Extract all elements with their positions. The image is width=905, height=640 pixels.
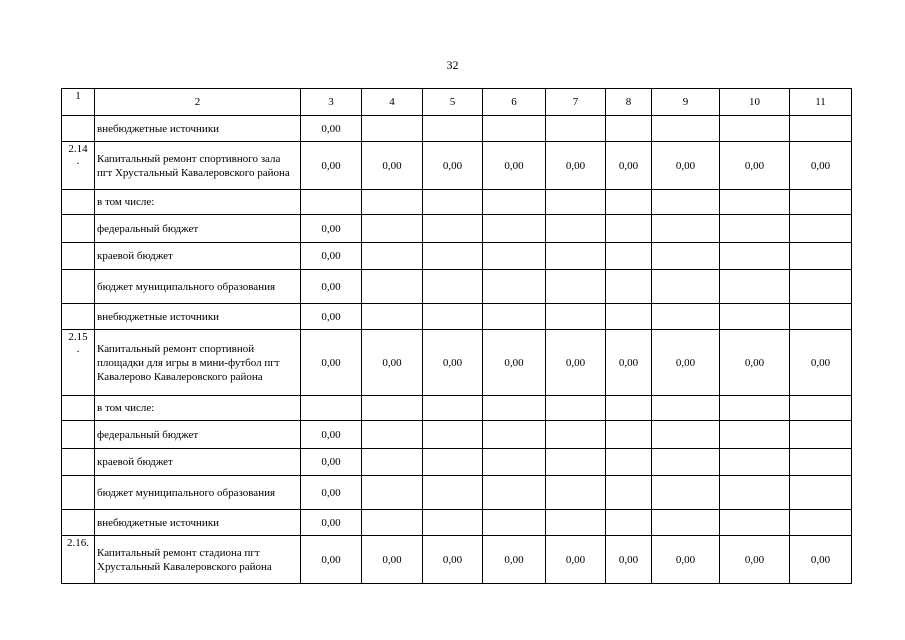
table-row xyxy=(62,116,852,142)
value-cell xyxy=(652,116,720,142)
value-cell: 0,00 xyxy=(301,142,362,190)
value-cell: 0,00 xyxy=(606,142,652,190)
value-cell xyxy=(423,304,483,330)
value-cell xyxy=(423,396,483,421)
value-cell: 0,00 xyxy=(720,536,790,584)
column-header: 2 xyxy=(95,89,301,116)
value-cell xyxy=(362,215,423,243)
value-cell xyxy=(606,190,652,215)
column-header: 6 xyxy=(483,89,546,116)
value-cell xyxy=(720,396,790,421)
row-number xyxy=(62,304,95,330)
value-cell xyxy=(362,270,423,304)
value-cell: 0,00 xyxy=(301,215,362,243)
value-cell xyxy=(790,190,852,215)
value-cell xyxy=(606,116,652,142)
value-cell xyxy=(652,304,720,330)
value-cell xyxy=(362,510,423,536)
value-cell xyxy=(790,243,852,270)
value-cell: 0,00 xyxy=(790,142,852,190)
row-name: краевой бюджет xyxy=(95,243,301,270)
value-cell: 0,00 xyxy=(652,330,720,396)
value-cell: 0,00 xyxy=(301,449,362,476)
value-cell xyxy=(423,243,483,270)
row-number: 2.16. xyxy=(62,536,95,584)
value-cell xyxy=(483,190,546,215)
value-cell xyxy=(362,243,423,270)
row-number xyxy=(62,116,95,142)
value-cell: 0,00 xyxy=(362,330,423,396)
value-cell xyxy=(546,116,606,142)
value-cell xyxy=(546,421,606,449)
value-cell xyxy=(652,190,720,215)
value-cell: 0,00 xyxy=(790,536,852,584)
value-cell xyxy=(720,116,790,142)
value-cell xyxy=(790,270,852,304)
value-cell xyxy=(423,449,483,476)
value-cell xyxy=(483,116,546,142)
value-cell xyxy=(652,449,720,476)
value-cell xyxy=(423,510,483,536)
row-name: бюджет муниципального образования xyxy=(95,476,301,510)
table-row xyxy=(62,270,852,304)
value-cell xyxy=(606,243,652,270)
column-header: 3 xyxy=(301,89,362,116)
value-cell: 0,00 xyxy=(301,536,362,584)
value-cell xyxy=(362,304,423,330)
page-number: 32 xyxy=(446,58,459,72)
column-header: 5 xyxy=(423,89,483,116)
value-cell xyxy=(720,190,790,215)
value-cell xyxy=(546,270,606,304)
value-cell xyxy=(483,396,546,421)
row-number xyxy=(62,421,95,449)
value-cell: 0,00 xyxy=(423,330,483,396)
value-cell xyxy=(606,304,652,330)
column-header: 11 xyxy=(790,89,852,116)
value-cell xyxy=(720,449,790,476)
row-name: внебюджетные источники xyxy=(95,510,301,536)
row-name: федеральный бюджет xyxy=(95,421,301,449)
row-name: в том числе: xyxy=(95,396,301,421)
table-row xyxy=(62,476,852,510)
value-cell xyxy=(546,215,606,243)
value-cell xyxy=(362,116,423,142)
value-cell xyxy=(652,396,720,421)
column-header: 10 xyxy=(720,89,790,116)
budget-table xyxy=(61,88,852,584)
row-number xyxy=(62,449,95,476)
value-cell xyxy=(423,421,483,449)
value-cell xyxy=(423,476,483,510)
value-cell xyxy=(790,396,852,421)
value-cell xyxy=(483,449,546,476)
value-cell xyxy=(606,270,652,304)
value-cell: 0,00 xyxy=(720,142,790,190)
value-cell: 0,00 xyxy=(546,536,606,584)
value-cell xyxy=(362,476,423,510)
value-cell xyxy=(546,449,606,476)
table-row xyxy=(62,142,852,190)
table-row xyxy=(62,304,852,330)
value-cell xyxy=(483,215,546,243)
value-cell: 0,00 xyxy=(546,142,606,190)
row-name: внебюджетные источники xyxy=(95,116,301,142)
table-row xyxy=(62,421,852,449)
column-header: 8 xyxy=(606,89,652,116)
value-cell xyxy=(652,421,720,449)
header-row xyxy=(62,89,852,116)
value-cell: 0,00 xyxy=(301,270,362,304)
table-row xyxy=(62,215,852,243)
value-cell: 0,00 xyxy=(301,116,362,142)
value-cell xyxy=(720,510,790,536)
table-row xyxy=(62,190,852,215)
value-cell: 0,00 xyxy=(606,536,652,584)
value-cell xyxy=(790,421,852,449)
value-cell xyxy=(483,510,546,536)
value-cell xyxy=(423,190,483,215)
value-cell xyxy=(606,421,652,449)
value-cell xyxy=(546,304,606,330)
value-cell xyxy=(606,510,652,536)
value-cell xyxy=(483,421,546,449)
value-cell xyxy=(720,421,790,449)
value-cell xyxy=(362,190,423,215)
row-name: внебюджетные источники xyxy=(95,304,301,330)
value-cell xyxy=(790,476,852,510)
value-cell: 0,00 xyxy=(301,243,362,270)
value-cell: 0,00 xyxy=(606,330,652,396)
row-name: Капитальный ремонт спортивной площадки для игры в мини-футбол пгт Кавалерово Кавалеровского района xyxy=(95,330,301,396)
value-cell xyxy=(652,510,720,536)
value-cell xyxy=(483,243,546,270)
value-cell xyxy=(790,510,852,536)
value-cell xyxy=(546,190,606,215)
row-number: 2.15 . xyxy=(62,330,95,396)
row-name: Капитальный ремонт стадиона пгт Хрустальный Кавалеровского района xyxy=(95,536,301,584)
value-cell: 0,00 xyxy=(301,421,362,449)
row-number xyxy=(62,510,95,536)
table-row xyxy=(62,243,852,270)
value-cell: 0,00 xyxy=(301,476,362,510)
value-cell xyxy=(546,476,606,510)
value-cell xyxy=(790,449,852,476)
value-cell xyxy=(790,116,852,142)
value-cell: 0,00 xyxy=(652,536,720,584)
value-cell: 0,00 xyxy=(301,304,362,330)
value-cell: 0,00 xyxy=(790,330,852,396)
value-cell: 0,00 xyxy=(423,536,483,584)
value-cell xyxy=(720,243,790,270)
value-cell xyxy=(546,510,606,536)
value-cell: 0,00 xyxy=(362,142,423,190)
value-cell xyxy=(790,304,852,330)
value-cell xyxy=(606,396,652,421)
value-cell xyxy=(301,396,362,421)
value-cell xyxy=(483,270,546,304)
row-number xyxy=(62,190,95,215)
table-row xyxy=(62,396,852,421)
row-name: федеральный бюджет xyxy=(95,215,301,243)
value-cell: 0,00 xyxy=(483,142,546,190)
value-cell xyxy=(362,449,423,476)
value-cell xyxy=(423,116,483,142)
value-cell xyxy=(423,215,483,243)
value-cell: 0,00 xyxy=(483,536,546,584)
value-cell: 0,00 xyxy=(423,142,483,190)
value-cell xyxy=(606,476,652,510)
value-cell xyxy=(362,396,423,421)
value-cell xyxy=(790,215,852,243)
row-number xyxy=(62,270,95,304)
row-number: 2.14 . xyxy=(62,142,95,190)
value-cell xyxy=(720,304,790,330)
value-cell xyxy=(720,476,790,510)
value-cell xyxy=(546,243,606,270)
column-header: 1 xyxy=(62,89,95,116)
row-number xyxy=(62,476,95,510)
value-cell xyxy=(606,215,652,243)
row-number xyxy=(62,215,95,243)
table-row xyxy=(62,449,852,476)
table-row xyxy=(62,536,852,584)
value-cell xyxy=(720,270,790,304)
table-row xyxy=(62,510,852,536)
value-cell xyxy=(483,304,546,330)
value-cell xyxy=(483,476,546,510)
column-header: 9 xyxy=(652,89,720,116)
row-number xyxy=(62,243,95,270)
value-cell xyxy=(652,243,720,270)
value-cell: 0,00 xyxy=(546,330,606,396)
value-cell xyxy=(652,215,720,243)
value-cell: 0,00 xyxy=(720,330,790,396)
value-cell xyxy=(720,215,790,243)
table-row xyxy=(62,330,852,396)
row-name: в том числе: xyxy=(95,190,301,215)
value-cell xyxy=(546,396,606,421)
value-cell xyxy=(301,190,362,215)
value-cell xyxy=(423,270,483,304)
value-cell: 0,00 xyxy=(652,142,720,190)
value-cell xyxy=(362,421,423,449)
row-number xyxy=(62,396,95,421)
value-cell: 0,00 xyxy=(483,330,546,396)
value-cell xyxy=(652,270,720,304)
value-cell xyxy=(652,476,720,510)
value-cell: 0,00 xyxy=(301,510,362,536)
value-cell: 0,00 xyxy=(301,330,362,396)
row-name: краевой бюджет xyxy=(95,449,301,476)
column-header: 4 xyxy=(362,89,423,116)
column-header: 7 xyxy=(546,89,606,116)
row-name: бюджет муниципального образования xyxy=(95,270,301,304)
row-name: Капитальный ремонт спортивного зала пгт Хрустальный Кавалеровского района xyxy=(95,142,301,190)
value-cell: 0,00 xyxy=(362,536,423,584)
value-cell xyxy=(606,449,652,476)
